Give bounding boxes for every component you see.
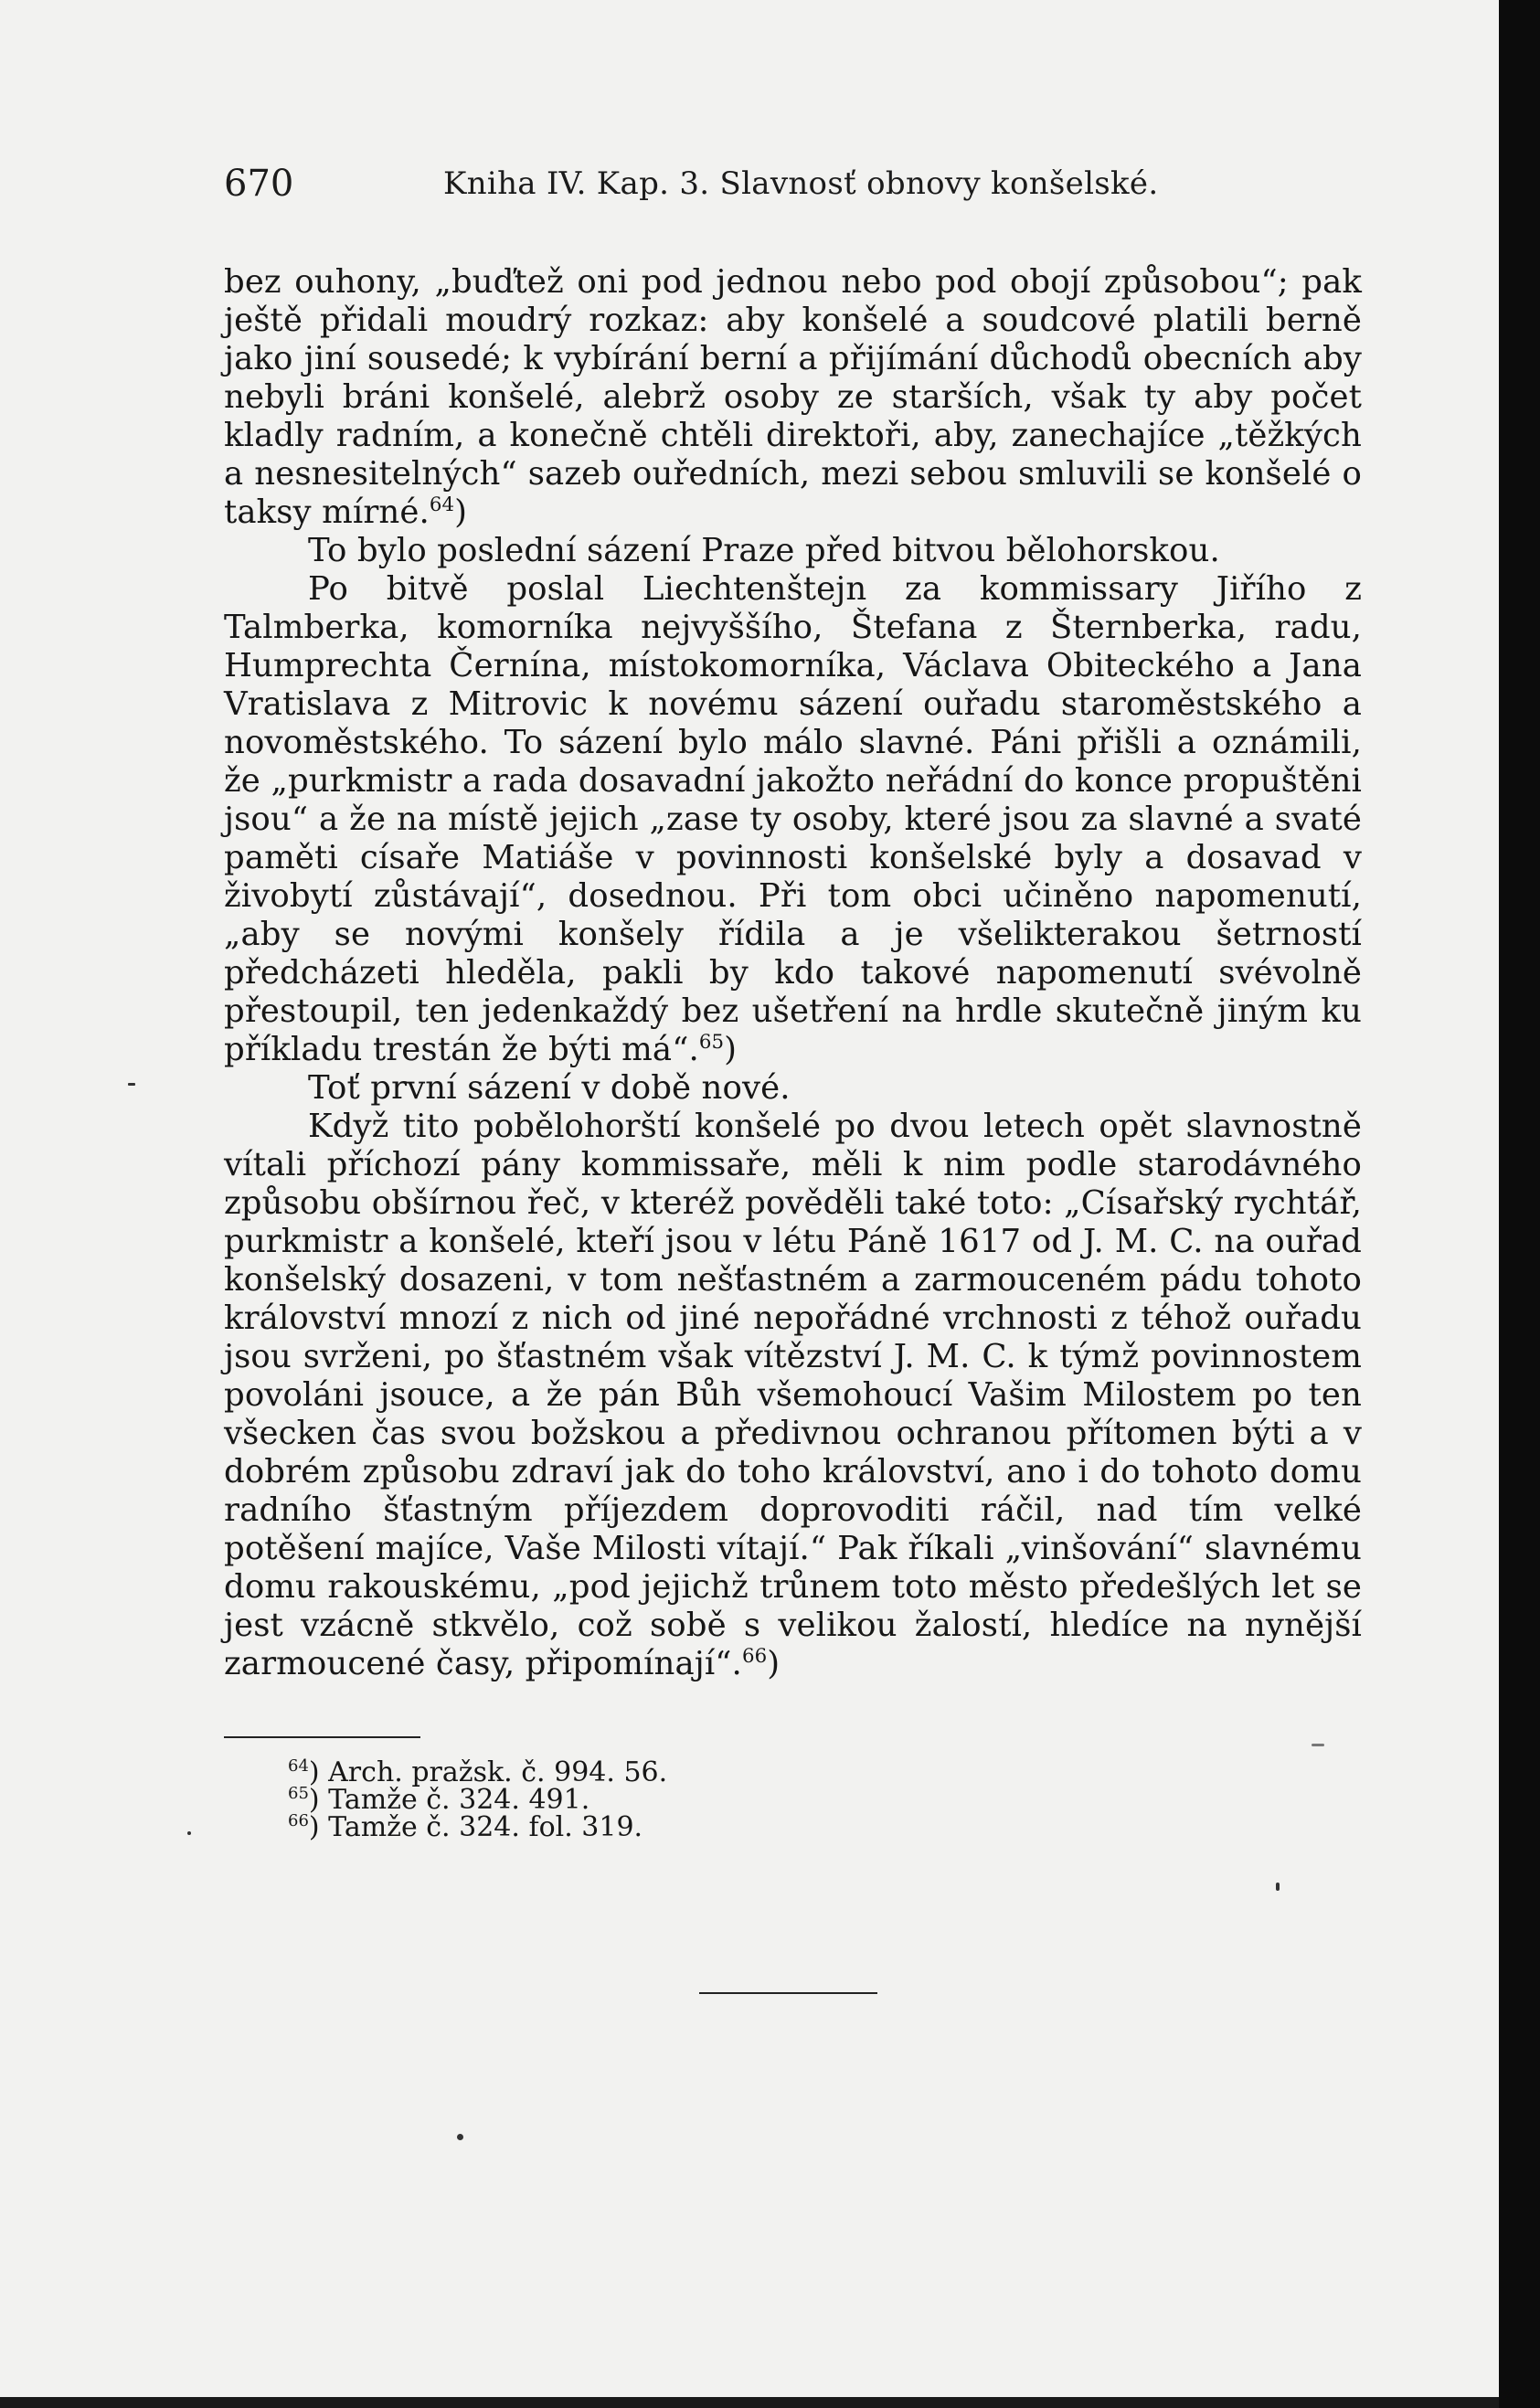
- running-title: Kniha IV. Kap. 3. Slavnosť obnovy konšelské.: [443, 165, 1159, 202]
- footnote-ref: 66: [741, 1645, 768, 1669]
- footnote-text: ) Tamže č. 324. 491.: [308, 1784, 590, 1816]
- paragraph-text: To bylo poslední sázení Praze před bitvou bělohorskou.: [308, 532, 1220, 569]
- footnote-mark: 65: [288, 1784, 309, 1803]
- scan-speck: [187, 1831, 191, 1835]
- footnotes: [288, 1756, 668, 1843]
- footnote-ref-close: ): [767, 1645, 781, 1682]
- scan-speck: [1276, 1883, 1280, 1891]
- scan-speck: [128, 1083, 135, 1086]
- footnote-separator: [224, 1736, 420, 1738]
- page-number: 670: [224, 163, 294, 205]
- footnote-ref: 65: [698, 1031, 725, 1055]
- paragraph: [224, 570, 1362, 1069]
- footnote-text: ) Tamže č. 324. fol. 319.: [308, 1811, 643, 1843]
- paragraph: [224, 1108, 1362, 1683]
- footnote-text: ) Arch. pražsk. č. 994. 56.: [308, 1756, 668, 1788]
- paragraph: [224, 263, 1362, 532]
- footnote-ref-close: ): [724, 1031, 738, 1068]
- scan-speck: [457, 2134, 463, 2140]
- body-text: [224, 263, 1362, 1683]
- footnote: [288, 1811, 667, 1843]
- footnote: [288, 1784, 667, 1816]
- paragraph-text: bez ouhony, „buďtež oni pod jednou nebo pod obojí způsobou“; pak ještě přidali moudrý rozkaz: aby konšelé a soudcové platili berně jako jiní sousedé; k vybírání berní a přijímání důchodů obecních aby nebyli bráni konšelé, alebrž osoby ze starších, však ty aby počet kladly radním, a konečně chtěli direktoři, aby, zanechajíce „těžkých a nesnesitelných“ sazeb ouředních, mezi sebou smluvili se konšelé o taksy mírné.: [224, 263, 1362, 531]
- footnote: [288, 1756, 668, 1788]
- paragraph-text: Toť první sázení v době nové.: [308, 1069, 791, 1107]
- footnote-ref: 64: [429, 493, 455, 517]
- book-binding-edge: [1499, 0, 1540, 2408]
- page-header: [224, 163, 1380, 217]
- footnote-mark: 64: [288, 1756, 309, 1776]
- paragraph-text: Když tito pobělohorští konšelé po dvou letech opět slavnostně vítali příchozí pány kommissaře, měli k nim podle starodávného způsobu obšírnou řeč, v kteréž pověděli také toto: „Císařský rychtář, purkmistr a konšelé, kteří jsou v létu Páně 1617 od J. M. C. na ouřad konšelský dosazeni, v tom nešťastném a zarmouceném pádu tohoto království mnozí z nich od jiné nepořádné vrchnosti z téhož ouřadu jsou svrženi, po šťastném však vítězství J. M. C. k týmž povinnostem povoláni jsouce, a že pán Bůh všemohoucí Vašim Milostem po ten všecken čas svou božskou a předivnou ochranou přítomen býti a v dobrém způsobu zdraví jak do toho království, ano i do tohoto domu radního šťastným příjezdem doprovoditi ráčil, nad tím velké potěšení majíce, Vaše Milosti vítají.“ Pak říkali „vinšování“ slavnému domu rakouskému, „pod jejichž trůnem toto město předešlých let se jest vzácně stkvělo, což sobě s velikou žalostí, hledíce na nynější zarmoucené časy, připomínají“.: [224, 1108, 1362, 1682]
- scan-bottom-edge: [0, 2397, 1499, 2408]
- scan-speck: [1312, 1744, 1324, 1746]
- footnote-mark: 66: [288, 1811, 309, 1830]
- footnote-ref-close: ): [454, 493, 468, 531]
- end-rule: [699, 1992, 877, 1994]
- paragraph-text: Po bitvě poslal Liechtenštejn za kommissary Jiřího z Talmberka, komorníka nejvyššího, Štefana z Šternberka, radu, Humprechta Černína, místokomorníka, Václava Obiteckého a Jana Vratislava z Mitrovic k novému sázení ouřadu staroměstského a novoměstského. To sázení bylo málo slavné. Páni přišli a oznámili, že „purkmistr a rada dosavadní jakožto neřádní do konce propuštěni jsou“ a že na místě jejich „zase ty osoby, které jsou za slavné a svaté paměti císaře Matiáše v povinnosti konšelské byly a dosavad v živobytí zůstávají“, dosednou. Při tom obci učiněno napomenutí, „aby se novými konšely řídila a je všelikterakou šetrností předcházeti hleděla, pakli by kdo takové napomenutí svévolně přestoupil, ten jedenkaždý bez ušetření na hrdle skutečně jiným ku příkladu trestán že býti má“.: [224, 570, 1362, 1068]
- paragraph: [224, 1069, 1362, 1108]
- paragraph: [224, 532, 1362, 570]
